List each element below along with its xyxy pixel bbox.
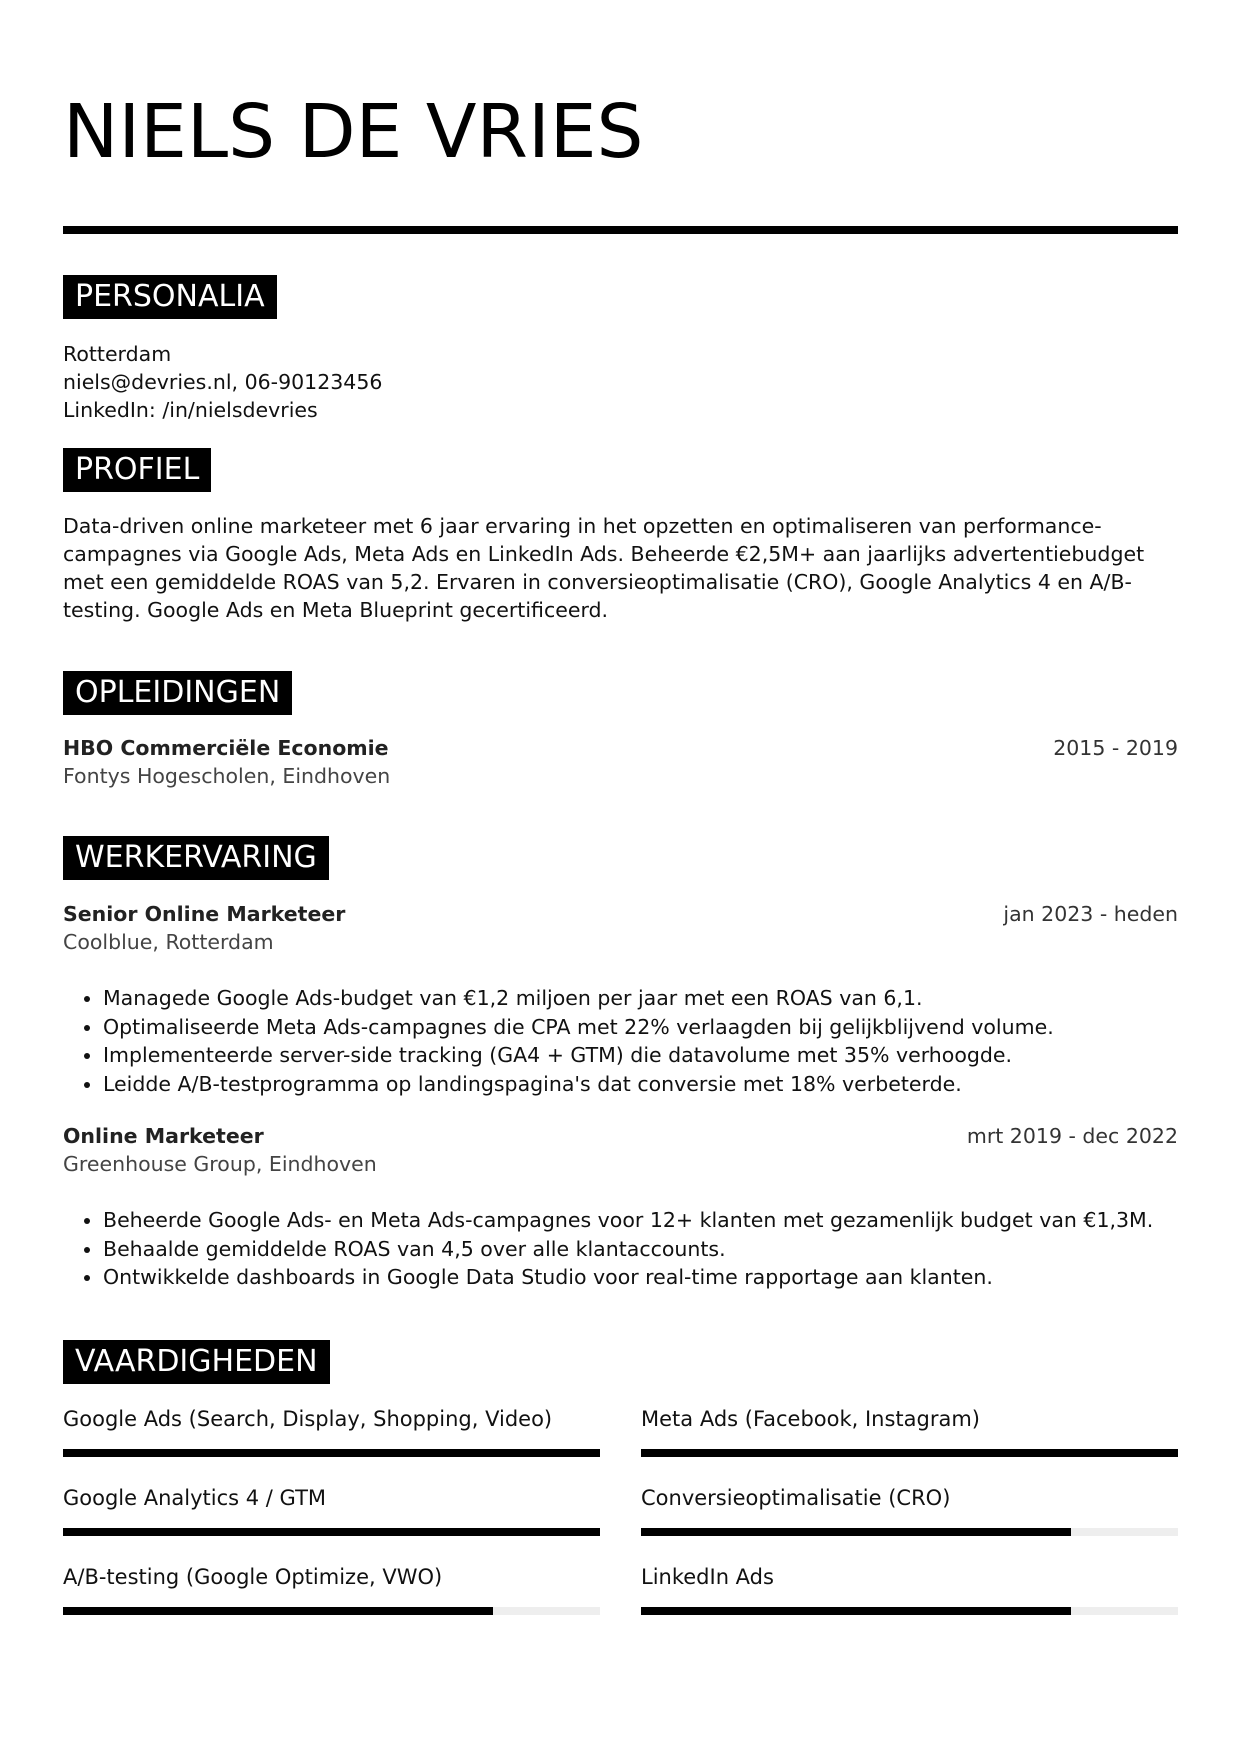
section-title-werkervaring: WERKERVARING [63, 836, 329, 880]
education-school: Fontys Hogescholen, Eindhoven [63, 764, 391, 788]
skill-bar-fill [63, 1607, 493, 1615]
section-title-vaardigheden: VAARDIGHEDEN [63, 1340, 330, 1384]
section-title-profiel: PROFIEL [63, 448, 211, 492]
profile-line: Data-driven online marketeer met 6 jaar ervaring in het opzetten en optimaliseren van performance- [63, 514, 1102, 538]
profile-line: testing. Google Ads en Meta Blueprint gecertificeerd. [63, 598, 609, 622]
job-period: mrt 2019 - dec 2022 [966, 1124, 1178, 1148]
skill-bar [641, 1528, 1178, 1536]
skill-bar-fill [641, 1528, 1071, 1536]
skill-bar-fill [63, 1528, 600, 1536]
skill-bar-fill [641, 1449, 1178, 1457]
skill-label: Meta Ads (Facebook, Instagram) [641, 1407, 981, 1431]
section-title-personalia: PERSONALIA [63, 275, 277, 319]
skill-bar [641, 1449, 1178, 1457]
job-period: jan 2023 - heden [1003, 902, 1178, 926]
profile-line: campagnes via Google Ads, Meta Ads en LinkedIn Ads. Beheerde €2,5M+ aan jaarlijks advertentiebudget [63, 542, 1145, 566]
job-bullet: • Beheerde Google Ads- en Meta Ads-campagnes voor 12+ klanten met gezamenlijk budget van €1,3M. [103, 1206, 1153, 1235]
skill-bar-fill [641, 1607, 1071, 1615]
education-period: 2015 - 2019 [1053, 736, 1178, 760]
profile-line: met een gemiddelde ROAS van 5,2. Ervaren in conversieoptimalisatie (CRO), Google Analytics 4 en A/B- [63, 570, 1132, 594]
profile-summary [63, 512, 1178, 624]
job-company: Greenhouse Group, Eindhoven [63, 1152, 377, 1176]
resume-page [63, 0, 1178, 1589]
job-bullet: • Implementeerde server-side tracking (GA4 + GTM) die datavolume met 35% verhoogde. [103, 1041, 1054, 1070]
job-bullet: • Optimaliseerde Meta Ads-campagnes die CPA met 22% verlaagden bij gelijkblijvend volume. [103, 1013, 1054, 1042]
header-rule [63, 226, 1178, 234]
section-title-opleidingen: OPLEIDINGEN [63, 671, 292, 715]
skill-label: Conversieoptimalisatie (CRO) [641, 1486, 951, 1510]
candidate-name: NIELS DE VRIES [63, 89, 644, 175]
job-bullets [63, 1206, 1153, 1292]
skill-label: LinkedIn Ads [641, 1565, 774, 1589]
personalia-contact: niels@devries.nl, 06-90123456 [63, 370, 383, 394]
job-bullets [63, 984, 1054, 1098]
job-company: Coolblue, Rotterdam [63, 930, 274, 954]
skill-bar [63, 1528, 600, 1536]
skill-bar-fill [63, 1449, 600, 1457]
skill-label: Google Ads (Search, Display, Shopping, Video) [63, 1407, 553, 1431]
personalia-city: Rotterdam [63, 342, 172, 366]
skill-bar [63, 1607, 600, 1615]
job-bullet: • Managede Google Ads-budget van €1,2 miljoen per jaar met een ROAS van 6,1. [103, 984, 1054, 1013]
job-bullet: • Ontwikkelde dashboards in Google Data Studio voor real-time rapportage aan klanten. [103, 1263, 1153, 1292]
skill-bar [63, 1449, 600, 1457]
job-bullet: • Behaalde gemiddelde ROAS van 4,5 over alle klantaccounts. [103, 1235, 1153, 1264]
job-role: Online Marketeer [63, 1124, 264, 1148]
skill-bar [641, 1607, 1178, 1615]
personalia-linkedin: LinkedIn: /in/nielsdevries [63, 398, 318, 422]
job-role: Senior Online Marketeer [63, 902, 346, 926]
skill-label: Google Analytics 4 / GTM [63, 1486, 327, 1510]
job-bullet: • Leidde A/B-testprogramma op landingspagina's dat conversie met 18% verbeterde. [103, 1070, 1054, 1099]
education-degree: HBO Commerciële Economie [63, 736, 389, 760]
skill-label: A/B-testing (Google Optimize, VWO) [63, 1565, 443, 1589]
